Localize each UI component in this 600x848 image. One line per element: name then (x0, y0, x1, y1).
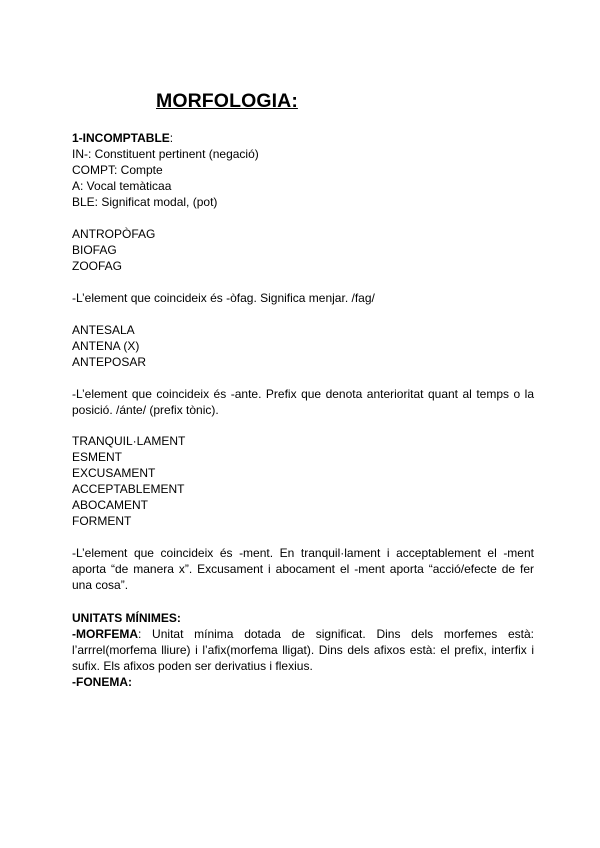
word-item: ANTROPÒFAG (72, 227, 156, 241)
ment-word-list (72, 433, 534, 529)
morfema-text: : Unitat mínima dotada de significat. Dins dels morfemes està: l’arrrel(morfema lliure) i l’afix(morfema lligat). Dins dels afixos està: el prefix, interfix i sufix. Els afixos poden ser derivatius i flexius. (72, 627, 534, 673)
word-item: ANTENA (X) (72, 339, 140, 353)
word-item: ACCEPTABLEMENT (72, 482, 185, 496)
incomptable-line: IN-: Constituent pertinent (negació) (72, 147, 259, 161)
fag-note (72, 290, 534, 306)
incomptable-heading: 1-INCOMPTABLE (72, 131, 170, 145)
incomptable-line: A: Vocal temàticaa (72, 179, 172, 193)
word-item: BIOFAG (72, 243, 117, 257)
fonema-label: -FONEMA: (72, 675, 132, 689)
incomptable-heading-line (72, 130, 534, 146)
incomptable-section (72, 130, 534, 210)
ante-word-list (72, 322, 534, 370)
fag-note-text: -L’element que coincideix és -òfag. Significa menjar. /fag/ (72, 291, 375, 305)
word-item: ANTEPOSAR (72, 355, 147, 369)
incomptable-line: BLE: Significat modal, (pot) (72, 195, 218, 209)
word-item: ANTESALA (72, 323, 135, 337)
ante-note (72, 386, 534, 418)
unitats-heading: UNITATS MÍNIMES: (72, 611, 181, 625)
word-item: TRANQUIL·LAMENT (72, 434, 186, 448)
word-item: ZOOFAG (72, 259, 123, 273)
word-item: ABOCAMENT (72, 498, 149, 512)
word-item: EXCUSAMENT (72, 466, 156, 480)
unitats-section (72, 610, 534, 690)
fag-word-list (72, 226, 534, 274)
incomptable-heading-suffix: : (169, 131, 174, 145)
morfema-label: -MORFEMA (72, 627, 138, 641)
ante-note-text: -L’element que coincideix és -ante. Prefix que denota anterioritat quant al temps o la posició. /ánte/ (prefix tònic). (72, 387, 534, 417)
morfema-definition (72, 626, 534, 674)
word-item: ESMENT (72, 450, 123, 464)
page-title: MORFOLOGIA: (156, 90, 298, 112)
incomptable-line: COMPT: Compte (72, 163, 163, 177)
word-item: FORMENT (72, 514, 132, 528)
ment-note-text: -L’element que coincideix és -ment. En tranquil·lament i acceptablement el -ment aporta “de manera x”. Excusament i abocament el -ment aporta “acció/efecte de fer una cosa”. (72, 546, 534, 592)
ment-note (72, 545, 534, 593)
